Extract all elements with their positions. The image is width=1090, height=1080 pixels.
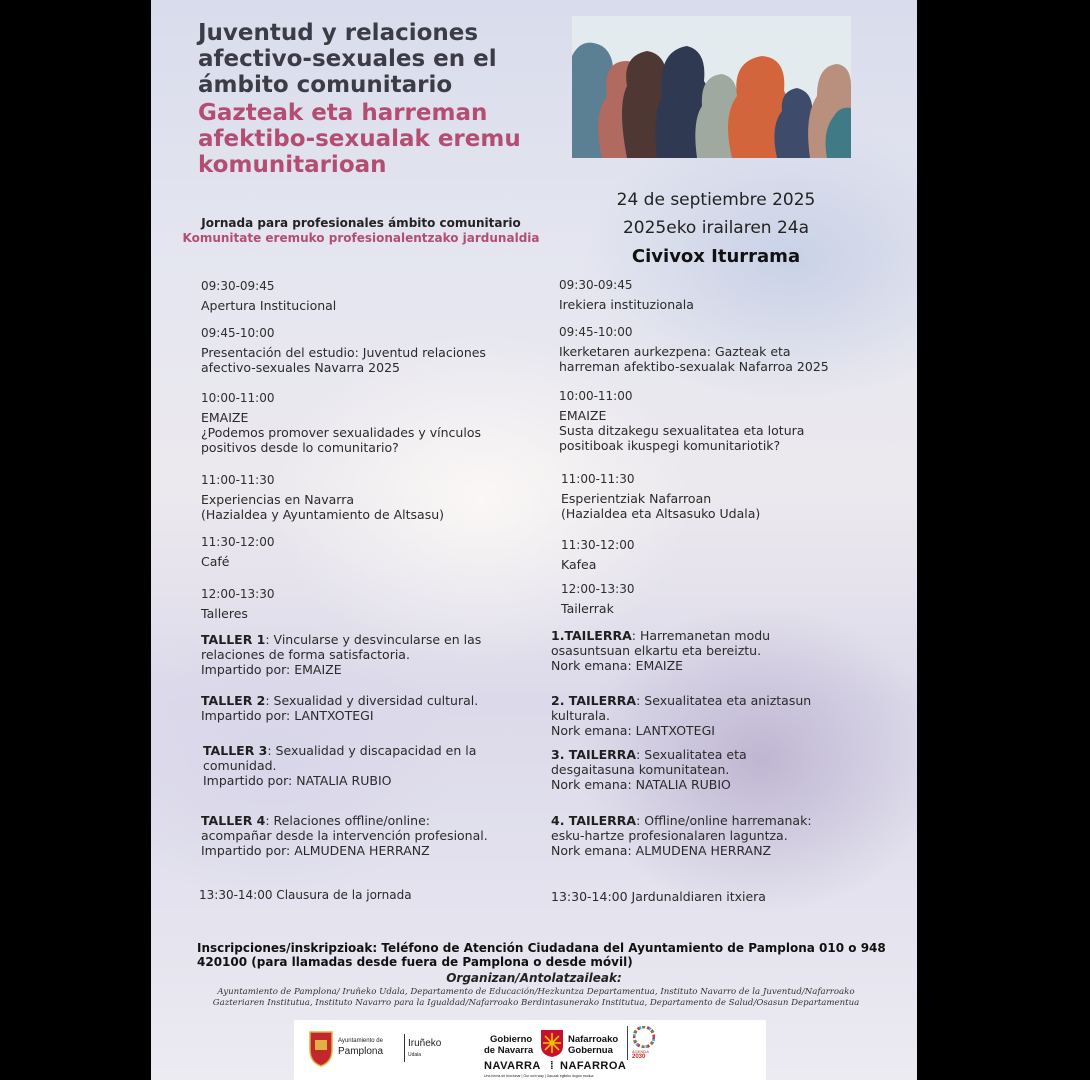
- taller-text: : Sexualidad y diversidad cultural.: [265, 693, 479, 708]
- taller-label: 3. TAILERRA: [551, 747, 637, 762]
- schedule-text: ¿Podemos promover sexualidades y vínculos: [201, 425, 481, 440]
- schedule-item-es: [201, 587, 275, 621]
- schedule-text: Susta ditzakegu sexualitatea eta lotura: [559, 423, 805, 438]
- schedule-item-eu: [561, 582, 635, 616]
- logo-bar: [294, 1020, 766, 1080]
- jornada-heading: [171, 216, 551, 245]
- nafarroa-wordmark: NAFARROA: [560, 1060, 627, 1072]
- schedule-text: afectivo-sexuales Navarra 2025: [201, 360, 400, 375]
- navarra-tagline: Una forma de funcionar | Our own way | Gauzak egiteko dugun modua: [484, 1074, 594, 1078]
- schedule-text: Café: [201, 554, 230, 569]
- gobierno-text: Gobierno: [490, 1034, 533, 1045]
- schedule-text: Apertura Institucional: [201, 298, 337, 313]
- agenda-label: AGENDA: [632, 1049, 649, 1054]
- taller-label: TALLER 4: [201, 813, 266, 828]
- schedule-text: harreman afektibo-sexualak Nafarroa 2025: [559, 359, 829, 374]
- event-venue: Civivox Iturrama: [631, 246, 801, 267]
- navarra-government-logo: [484, 1024, 764, 1078]
- schedule-time: 09:30-09:45: [559, 278, 633, 292]
- schedule-time: 10:00-11:00: [559, 389, 633, 403]
- taller-text: : Relaciones offline/online:: [265, 813, 430, 828]
- pamplona-logo: [306, 1028, 442, 1068]
- taller-label: 4. TAILERRA: [551, 813, 637, 828]
- taller-text: : Sexualitatea eta: [636, 747, 747, 762]
- taller-eu: [551, 628, 770, 673]
- schedule-time: 10:00-11:00: [201, 391, 275, 405]
- irunea-sub-text: Udala: [408, 1052, 422, 1058]
- schedule-text: EMAIZE: [559, 408, 607, 423]
- taller-presenter: Impartido por: EMAIZE: [201, 662, 342, 677]
- taller-presenter: Nork emana: NATALIA RUBIO: [551, 777, 731, 792]
- taller-text: desgaitasuna komunitatean.: [551, 762, 730, 777]
- schedule-item-eu: [561, 472, 760, 521]
- taller-label: TALLER 1: [201, 632, 266, 647]
- registration-info: Inscripciones/inskripzioak: Teléfono de Atención Ciudadana del Ayuntamiento de Pamplona 010 o 948 420100 (para llamadas desde fuera de Pamplona o desde móvil): [197, 941, 886, 969]
- schedule-time: 11:30-12:00: [561, 538, 635, 552]
- schedule-time: 12:00-13:30: [561, 582, 635, 596]
- agenda-year: 2030: [632, 1054, 646, 1060]
- schedule-time: 11:00-11:30: [561, 472, 635, 486]
- event-poster: [151, 0, 917, 1080]
- schedule-time: 09:45-10:00: [201, 326, 275, 340]
- title-spanish: Juventud y relaciones afectivo-sexuales en el ámbito comunitario: [198, 20, 497, 98]
- de-navarra-text: de Navarra: [484, 1045, 534, 1056]
- organizers-heading: Organizan/Antolatzaileak:: [446, 971, 622, 985]
- taller-text: comunidad.: [203, 758, 277, 773]
- schedule-time: 09:45-10:00: [559, 325, 633, 339]
- schedule-time: 09:30-09:45: [201, 279, 275, 293]
- schedule-text: (Hazialdea eta Altsasuko Udala): [561, 506, 761, 521]
- navarra-shield-icon: [539, 1028, 565, 1058]
- taller-label: 2. TAILERRA: [551, 693, 637, 708]
- gobernua-text: Gobernua: [568, 1045, 613, 1056]
- event-date-basque: 2025eko irailaren 24a: [622, 218, 810, 238]
- navarra-wordmark: NAVARRA: [484, 1060, 541, 1072]
- schedule-item-es: [201, 326, 486, 375]
- schedule-text: Kafea: [561, 557, 597, 572]
- schedule-text: Irekiera instituzionala: [559, 297, 694, 312]
- taller-text: : Vincularse y desvincularse en las: [265, 632, 482, 647]
- schedule-item-es: [201, 279, 336, 313]
- organizers-list: Ayuntamiento de Pamplona/ Iruñeko Udala, Departamento de Educación/Hezkuntza Departamentua, Instituto Navarro de la Juventud/Nafarroako Gazteriaren Institutua, Instituto Navarro para la Igualdad/Nafarroako Berdintasunerako Institutua, Departamento de Salud/Osasun Departamentua: [212, 987, 860, 1008]
- taller-text: acompañar desde la intervención profesional.: [201, 828, 488, 843]
- taller-eu: [551, 747, 747, 792]
- taller-text: : Sexualitatea eta aniztasun: [636, 693, 812, 708]
- taller-presenter: Impartido por: ALMUDENA HERRANZ: [201, 843, 430, 858]
- taller-label: TALLER 2: [201, 693, 266, 708]
- taller-text: : Offline/online harremanak:: [636, 813, 812, 828]
- schedule-time: 12:00-13:30: [201, 587, 275, 601]
- schedule-text: (Hazialdea y Ayuntamiento de Altsasu): [201, 507, 445, 522]
- schedule-time: 11:00-11:30: [201, 473, 275, 487]
- taller-label: 1.TAILERRA: [551, 628, 632, 643]
- taller-es: [201, 632, 481, 677]
- schedule-text: positiboak ikuspegi komunitariotik?: [559, 438, 781, 453]
- taller-text: : Sexualidad y discapacidad en la: [267, 743, 477, 758]
- taller-presenter: Nork emana: ALMUDENA HERRANZ: [551, 843, 772, 858]
- schedule-item-es: [201, 473, 444, 522]
- event-info: [581, 186, 851, 272]
- taller-eu: [551, 693, 811, 738]
- schedule-item-eu: [561, 538, 635, 572]
- nafarroako-text: Nafarroako: [568, 1034, 619, 1045]
- taller-text: esku-hartze profesionalaren laguntza.: [551, 828, 788, 843]
- pamplona-small-text: Ayuntamiento de: [338, 1038, 383, 1044]
- irunea-text: Iruñeko: [408, 1038, 442, 1049]
- taller-presenter: Impartido por: NATALIA RUBIO: [203, 773, 392, 788]
- taller-eu: [551, 813, 812, 858]
- schedule-time: 11:30-12:00: [201, 535, 275, 549]
- taller-es: [203, 743, 476, 788]
- taller-text: kulturala.: [551, 708, 610, 723]
- taller-presenter: Nork emana: LANTXOTEGI: [551, 723, 715, 738]
- taller-label: TALLER 3: [203, 743, 268, 758]
- schedule-text: Presentación del estudio: Juventud relaciones: [201, 345, 486, 360]
- taller-presenter: Impartido por: LANTXOTEGI: [201, 708, 374, 723]
- closing-spanish: 13:30-14:00 Clausura de la jornada: [199, 888, 412, 902]
- taller-text: osasuntsuan elkartu eta bereiztu.: [551, 643, 762, 658]
- schedule-item-eu: [559, 278, 694, 312]
- jornada-basque: Komunitate eremuko profesionalentzako jardunaldia: [182, 231, 540, 245]
- taller-es: [201, 693, 478, 723]
- schedule-text: EMAIZE: [201, 410, 249, 425]
- schedule-text: Experiencias en Navarra: [201, 492, 355, 507]
- taller-es: [201, 813, 488, 858]
- schedule-text: Ikerketaren aurkezpena: Gazteak eta: [559, 344, 791, 359]
- taller-text: : Harremanetan modu: [631, 628, 771, 643]
- taller-presenter: Nork emana: EMAIZE: [551, 658, 684, 673]
- jornada-spanish: Jornada para profesionales ámbito comunitario: [201, 216, 521, 230]
- event-date-spanish: 24 de septiembre 2025: [616, 190, 816, 210]
- schedule-item-es: [201, 391, 481, 455]
- pamplona-text: Pamplona: [338, 1046, 384, 1057]
- schedule-text: Esperientziak Nafarroan: [561, 491, 712, 506]
- schedule-text: Talleres: [201, 606, 248, 621]
- schedule-item-eu: [559, 325, 829, 374]
- people-silhouettes-illustration: [572, 16, 851, 158]
- schedule-text: positivos desde lo comunitario?: [201, 440, 399, 455]
- schedule-text: Tailerrak: [561, 601, 614, 616]
- closing-basque: 13:30-14:00 Jardunaldiaren itxiera: [551, 889, 766, 904]
- schedule-item-eu: [559, 389, 804, 453]
- taller-text: relaciones de forma satisfactoria.: [201, 647, 410, 662]
- schedule-item-es: [201, 535, 275, 569]
- agenda-2030-wheel-icon: [633, 1026, 655, 1048]
- title-basque: Gazteak eta harreman afektibo-sexualak eremu komunitarioan: [198, 100, 521, 178]
- wordmark-separator-icon: ⁞: [550, 1060, 554, 1072]
